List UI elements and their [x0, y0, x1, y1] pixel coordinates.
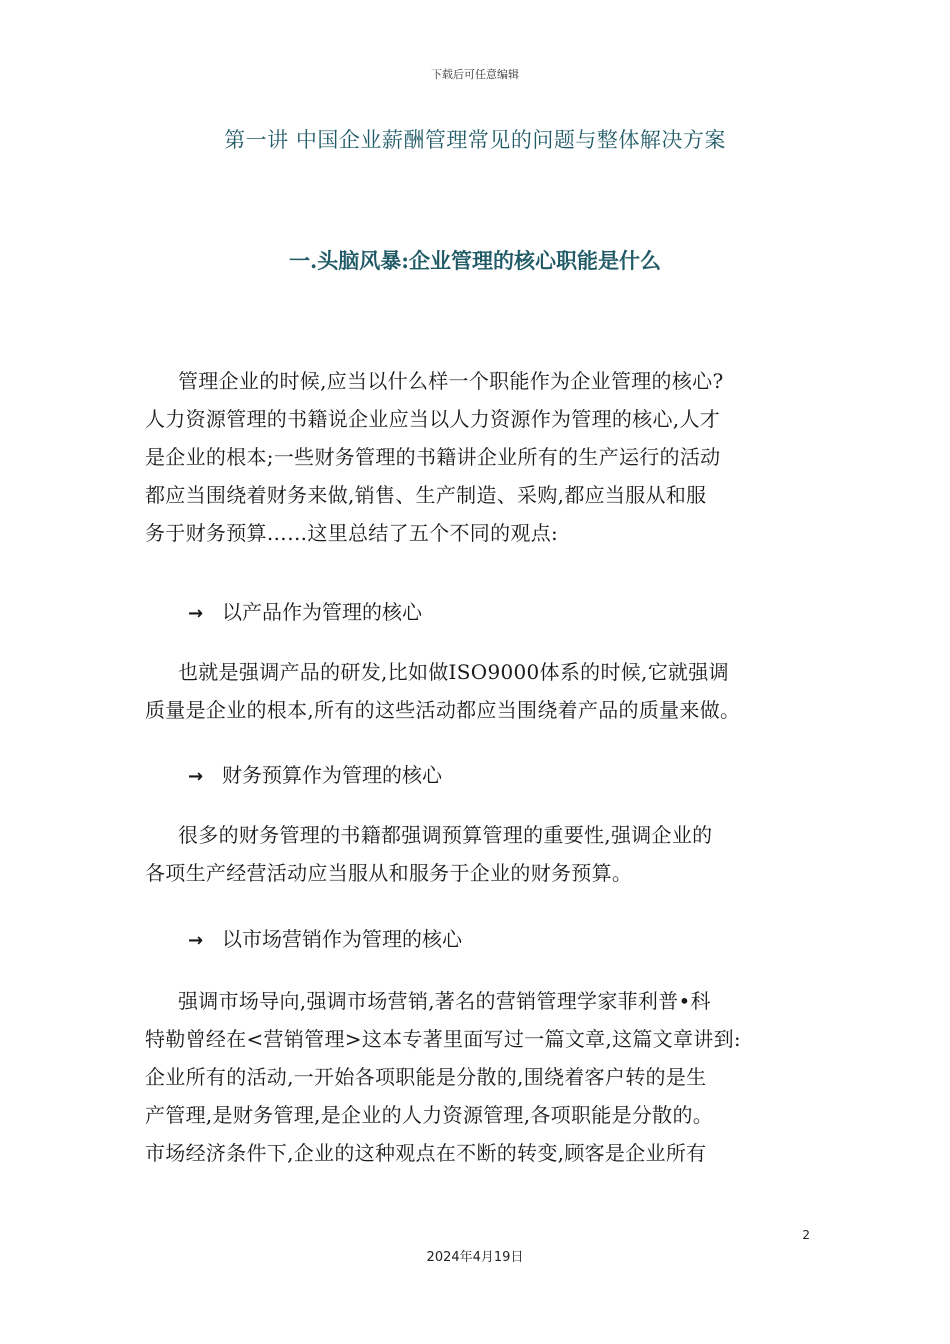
bullet-item-marketing [188, 924, 462, 956]
bullet-item-product [188, 597, 422, 629]
bullet-item-finance [188, 760, 442, 792]
paragraph-3 [145, 816, 835, 892]
paragraph-line: 各项生产经营活动应当服从和服务于企业的财务预算。 [145, 861, 633, 885]
arrow-right-icon: → [188, 603, 204, 624]
arrow-right-icon: → [188, 930, 204, 951]
paragraph-4 [145, 982, 835, 1172]
paragraph-line: 特勒曾经在<营销管理>这本专著里面写过一篇文章,这篇文章讲到: [145, 1027, 741, 1051]
paragraph-line: 是企业的根本;一些财务管理的书籍讲企业所有的生产运行的活动 [145, 445, 721, 469]
paragraph-line: 也就是强调产品的研发,比如做ISO9000体系的时候,它就强调 [178, 660, 729, 684]
paragraph-line: 产管理,是财务管理,是企业的人力资源管理,各项职能是分散的。 [145, 1103, 714, 1127]
paragraph-line: 务于财务预算……这里总结了五个不同的观点: [145, 521, 559, 545]
paragraph-line: 很多的财务管理的书籍都强调预算管理的重要性,强调企业的 [178, 823, 713, 847]
header-note: 下载后可任意编辑 [431, 68, 519, 81]
bullet-text: 以市场营销作为管理的核心 [222, 927, 462, 951]
paragraph-line: 强调市场导向,强调市场营销,著名的营销管理学家菲利普•科 [178, 989, 711, 1013]
paragraph-line: 市场经济条件下,企业的这种观点在不断的转变,顾客是企业所有 [145, 1141, 707, 1165]
bullet-text: 以产品作为管理的核心 [222, 600, 422, 624]
footer-date: 2024年4月19日 [426, 1250, 524, 1265]
paragraph-line: 质量是企业的根本,所有的这些活动都应当围绕着产品的质量来做。 [145, 698, 741, 722]
paragraph-1 [145, 362, 835, 552]
paragraph-line: 都应当围绕着财务来做,销售、生产制造、采购,都应当服从和服 [145, 483, 707, 507]
paragraph-2 [145, 653, 835, 729]
paragraph-line: 人力资源管理的书籍说企业应当以人力资源作为管理的核心,人才 [145, 407, 721, 431]
document-title: 第一讲 中国企业薪酬管理常见的问题与整体解决方案 [224, 128, 726, 152]
arrow-right-icon: → [188, 766, 204, 787]
page-number: 2 [802, 1228, 810, 1242]
paragraph-line: 企业所有的活动,一开始各项职能是分散的,围绕着客户转的是生 [145, 1065, 707, 1089]
section-heading: 一.头脑风暴:企业管理的核心职能是什么 [288, 248, 662, 273]
bullet-text: 财务预算作为管理的核心 [222, 763, 442, 787]
paragraph-line: 管理企业的时候,应当以什么样一个职能作为企业管理的核心? [178, 369, 724, 393]
